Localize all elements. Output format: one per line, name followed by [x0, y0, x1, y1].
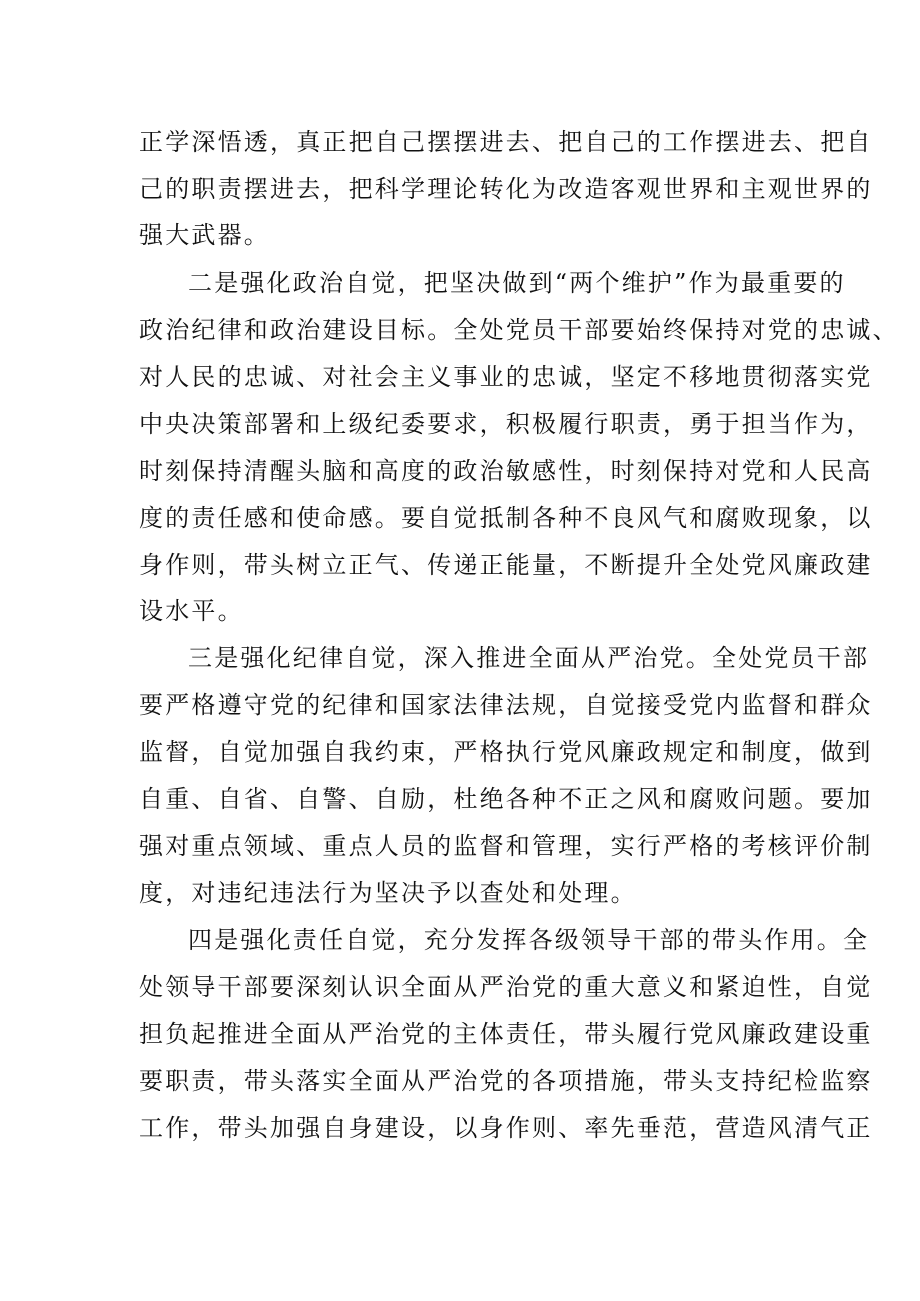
- text-line: 要严格遵守党的纪律和国家法律法规，自觉接受党内监督和群众: [139, 691, 873, 719]
- text-line: 强大武器。: [139, 221, 270, 249]
- text-line: 正学深悟透，真正把自己摆摆进去、把自己的工作摆进去、把自: [139, 128, 873, 156]
- text-line: 身作则，带头树立正气、传递正能量，不断提升全处党风廉政建: [139, 551, 873, 579]
- text-line: 政治纪律和政治建设目标。全处党员干部要始终保持对党的忠诚、: [139, 316, 899, 344]
- text-line: 处领导干部要深刻认识全面从严治党的重大意义和紧迫性，自觉: [139, 973, 873, 1001]
- text-line: 度，对违纪违法行为坚决予以查处和处理。: [139, 879, 637, 907]
- text-line: 时刻保持清醒头脑和高度的政治敏感性，时刻保持对党和人民高: [139, 457, 873, 485]
- text-line: 对人民的忠诚、对社会主义事业的忠诚，坚定不移地贯彻落实党: [139, 363, 873, 391]
- text-line: 担负起推进全面从严治党的主体责任，带头履行党风廉政建设重: [139, 1020, 873, 1048]
- text-line: 中央决策部署和上级纪委要求，积极履行职责，勇于担当作为，: [139, 410, 873, 438]
- text-line: 强对重点领域、重点人员的监督和管理，实行严格的考核评价制: [139, 832, 873, 860]
- text-line: 己的职责摆进去，把科学理论转化为改造客观世界和主观世界的: [139, 175, 873, 203]
- text-line: 监督，自觉加强自我约束，严格执行党风廉政规定和制度，做到: [139, 738, 873, 766]
- paragraph-start-line: 四是强化责任自觉，充分发挥各级领导干部的带头作用。全: [188, 926, 870, 954]
- paragraph-start-line: 二是强化政治自觉，把坚决做到“两个维护”作为最重要的: [188, 269, 846, 297]
- paragraph-start-line: 三是强化纪律自觉，深入推进全面从严治党。全处党员干部: [188, 644, 870, 672]
- text-line: 设水平。: [139, 597, 244, 625]
- text-line: 自重、自省、自警、自励，杜绝各种不正之风和腐败问题。要加: [139, 785, 873, 813]
- text-line: 工作，带头加强自身建设，以身作则、率先垂范，营造风清气正: [139, 1114, 873, 1142]
- text-line: 要职责，带头落实全面从严治党的各项措施，带头支持纪检监察: [139, 1067, 873, 1095]
- text-line: 度的责任感和使命感。要自觉抵制各种不良风气和腐败现象，以: [139, 504, 873, 532]
